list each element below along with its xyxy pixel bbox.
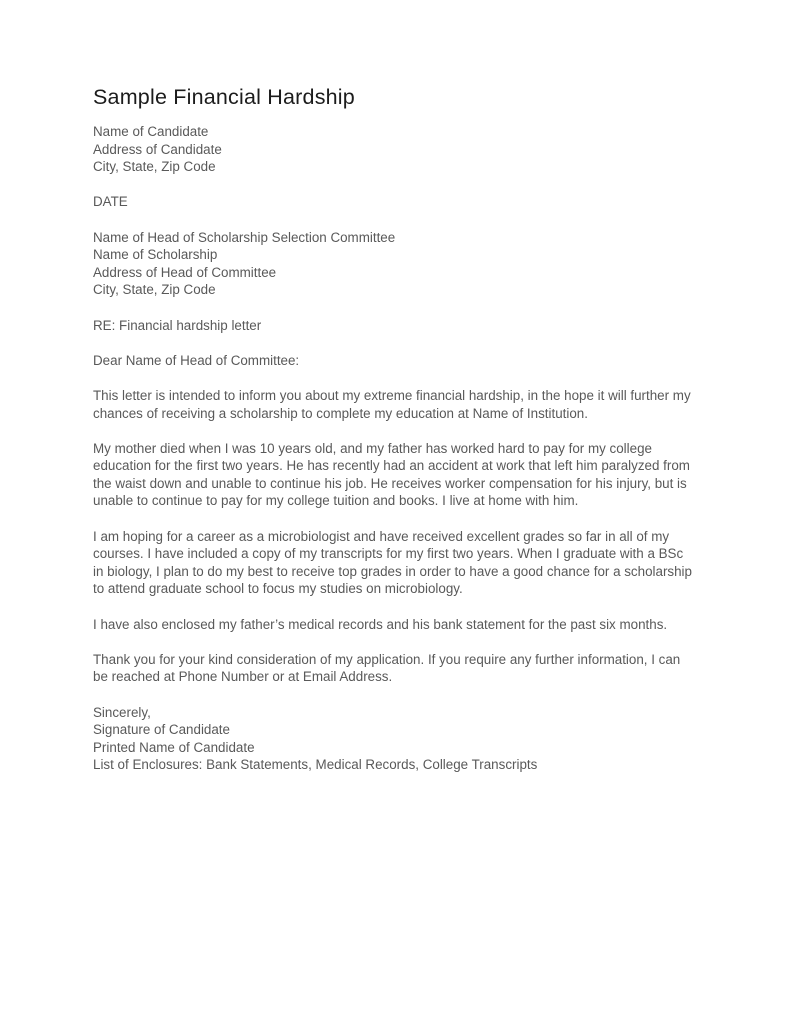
closing-sincerely-line: Sincerely, (93, 704, 151, 720)
subject-line: RE: Financial hardship letter (93, 317, 262, 333)
closing-block (93, 704, 697, 774)
letter-title: Sample Financial Hardship (93, 85, 355, 109)
closing-enclosures-line: List of Enclosures: Bank Statements, Medical Records, College Transcripts (93, 757, 538, 773)
recipient-address-line: Address of Head of Committee (93, 264, 277, 280)
body-paragraph-family-situation: My mother died when I was 10 years old, and my father has worked hard to pay for my college education for the first two years. He has recently had an accident at work that left him paralyzed from the waist down and unable to continue his job. He receives worker compensation for his injury, but is unable to continue to pay for my college tuition and books. I live at home with him. (93, 440, 690, 509)
recipient-address-block (93, 229, 697, 299)
body-paragraph-thanks: Thank you for your kind consideration of my application. If you require any further information, I can be reached at Phone Number or at Email Address. (93, 651, 681, 685)
recipient-city-line: City, State, Zip Code (93, 282, 216, 298)
date-line: DATE (93, 194, 128, 210)
body-paragraph-intro: This letter is intended to inform you about my extreme financial hardship, in the hope it will further my chances of receiving a scholarship to complete my education at Name of Institution. (93, 387, 691, 421)
sender-name-line: Name of Candidate (93, 124, 209, 139)
recipient-scholarship-line: Name of Scholarship (93, 247, 218, 263)
sender-address-block (93, 123, 697, 176)
closing-signature-line: Signature of Candidate (93, 722, 230, 738)
sender-city-line: City, State, Zip Code (93, 159, 216, 175)
sender-address-line: Address of Candidate (93, 141, 222, 157)
body-paragraph-enclosed-records: I have also enclosed my father’s medical records and his bank statement for the past six months. (93, 616, 668, 632)
salutation-line: Dear Name of Head of Committee: (93, 352, 300, 368)
closing-printed-name-line: Printed Name of Candidate (93, 739, 255, 755)
recipient-name-line: Name of Head of Scholarship Selection Committee (93, 229, 396, 245)
body-paragraph-career-goals: I am hoping for a career as a microbiologist and have received excellent grades so far in all of my courses. I have included a copy of my transcripts for my first two years. When I graduate with a BSc in biology, I plan to do my best to receive top grades in order to have a good chance for a scholarship to attend graduate school to focus my studies on microbiology. (93, 528, 692, 597)
